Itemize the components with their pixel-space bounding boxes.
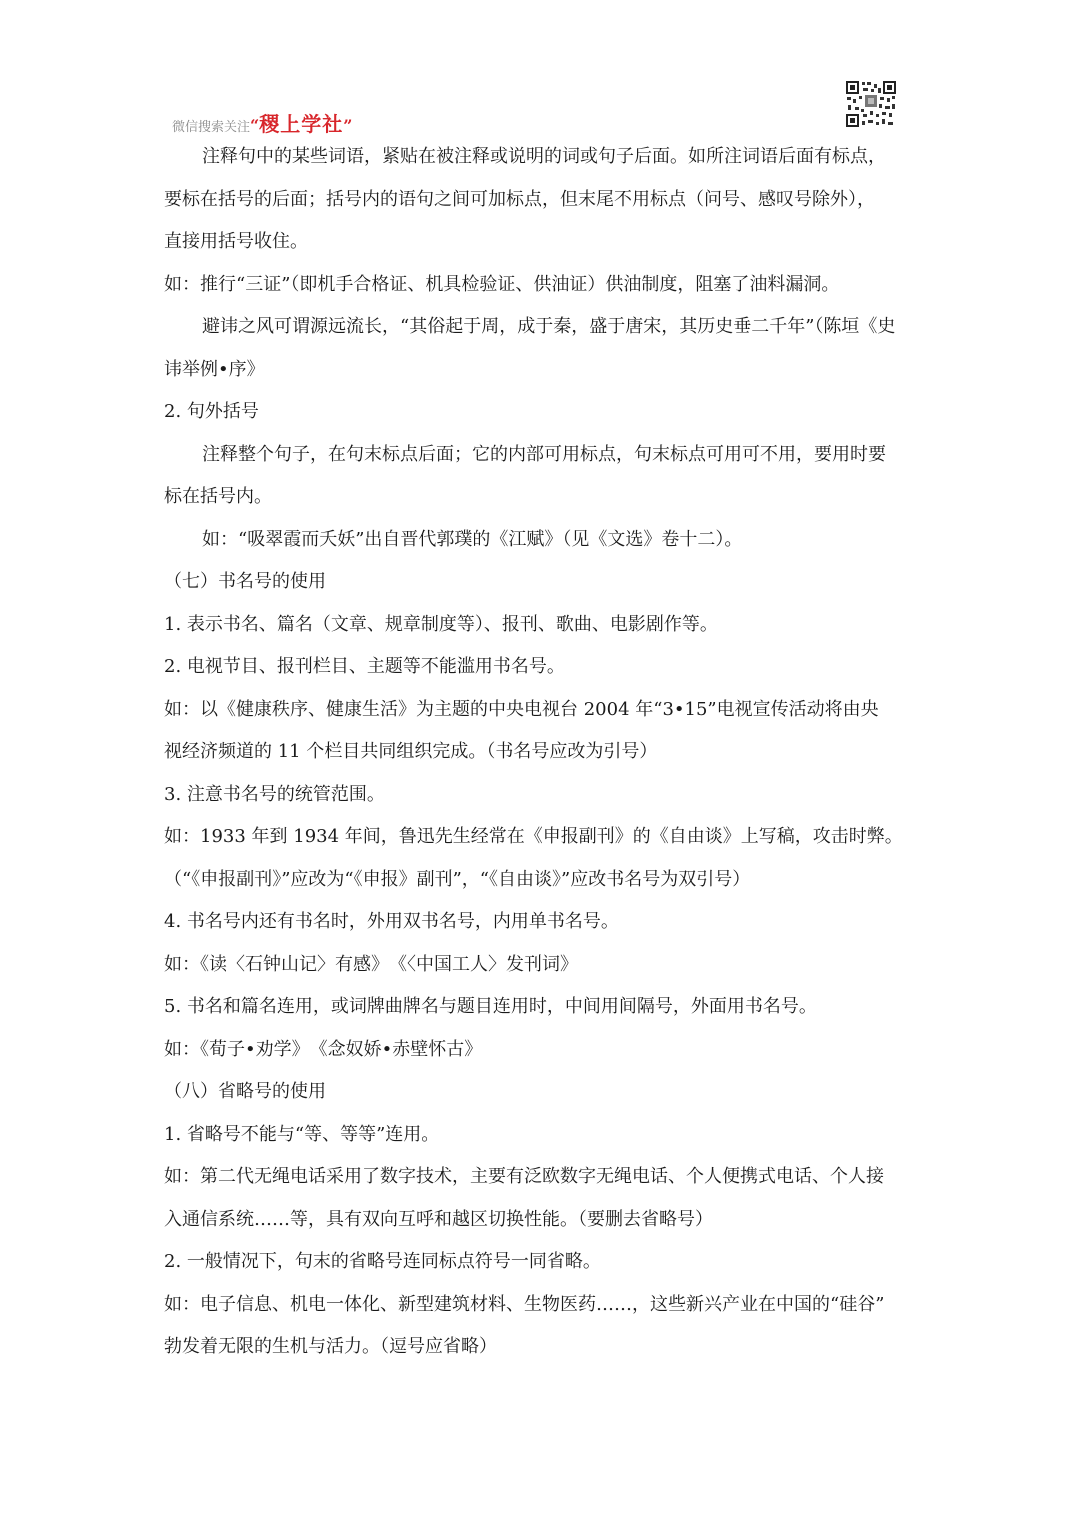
qr-code-icon — [845, 80, 897, 128]
text-line: 如：以《健康秩序、健康生活》为主题的中央电视台 2004 年“3•15”电视宣传活动将由央 — [164, 698, 879, 720]
text-line: （八）省略号的使用 — [164, 1081, 326, 1102]
text-line: 讳举例•序》 — [164, 358, 265, 380]
text-line: 勃发着无限的生机与活力。（逗号应省略） — [164, 1336, 497, 1357]
text-line: 4. 书名号内还有书名时，外用双书名号，内用单书名号。 — [164, 911, 619, 932]
header-close-quote: ” — [343, 116, 353, 135]
page-header — [172, 108, 352, 138]
text-line: 直接用括号收住。 — [164, 231, 308, 252]
text-line: 标在括号内。 — [164, 486, 272, 507]
header-open-quote: “ — [250, 116, 260, 135]
text-line: 1. 表示书名、篇名（文章、规章制度等）、报刊、歌曲、电影剧作等。 — [164, 613, 718, 635]
text-line: 如：电子信息、机电一体化、新型建筑材料、生物医药……，这些新兴产业在中国的“硅谷” — [164, 1293, 885, 1315]
text-line: 1. 省略号不能与“等、等等”连用。 — [164, 1123, 440, 1145]
text-line: 2. 一般情况下，句末的省略号连同标点符号一同省略。 — [164, 1251, 601, 1272]
text-line: 如：“吸翠霞而夭妖”出自晋代郭璞的《江赋》（见《文选》卷十二）。 — [202, 528, 743, 550]
text-line: 2. 电视节目、报刊栏目、主题等不能滥用书名号。 — [164, 656, 565, 677]
text-line: 如：1933 年到 1934 年间，鲁迅先生经常在《申报副刊》的《自由谈》上写稿，攻击时弊。 — [164, 826, 903, 847]
text-line: 如：《读〈石钟山记〉有感》 《〈中国工人〉发刊词》 — [164, 953, 578, 975]
text-line: 注释整个句子，在句末标点后面；它的内部可用标点，句末标点可用可不用，要用时要 — [202, 443, 886, 465]
text-line: 5. 书名和篇名连用，或词牌曲牌名与题目连用时，中间用间隔号，外面用书名号。 — [164, 996, 817, 1017]
document-body — [164, 136, 920, 1369]
text-line: （“《申报副刊》”应改为“《申报》副刊”，“《自由谈》”应改书名号为双引号） — [164, 868, 751, 890]
text-line: 入通信系统……等，具有双向互呼和越区切换性能。（要删去省略号） — [164, 1208, 713, 1230]
text-line: 如：《荀子•劝学》 《念奴娇•赤壁怀古》 — [164, 1038, 483, 1060]
text-line: 注释句中的某些词语，紧贴在被注释或说明的词或句子后面。如所注词语后面有标点， — [202, 146, 886, 167]
text-line: 如：推行“三证”（即机手合格证、机具检验证、供油证）供油制度，阻塞了油料漏洞。 — [164, 273, 840, 295]
text-line: 如：第二代无绳电话采用了数字技术，主要有泛欧数字无绳电话、个人便携式电话、个人接 — [164, 1166, 884, 1187]
header-brand: 稷上学社 — [259, 112, 344, 136]
text-line: 2. 句外括号 — [164, 401, 259, 422]
text-line: 3. 注意书名号的统管范围。 — [164, 783, 385, 805]
text-line: 视经济频道的 11 个栏目共同组织完成。（书名号应改为引号） — [164, 741, 658, 762]
header-prefix: 微信搜索关注 — [172, 120, 251, 135]
text-line: 避讳之风可谓源远流长，“其俗起于周，成于秦，盛于唐宋，其历史垂二千年”（陈垣《史 — [202, 316, 896, 337]
text-line: 要标在括号的后面；括号内的语句之间可加标点，但末尾不用标点（问号、感叹号除外）， — [164, 188, 875, 210]
text-line: （七）书名号的使用 — [164, 571, 326, 592]
